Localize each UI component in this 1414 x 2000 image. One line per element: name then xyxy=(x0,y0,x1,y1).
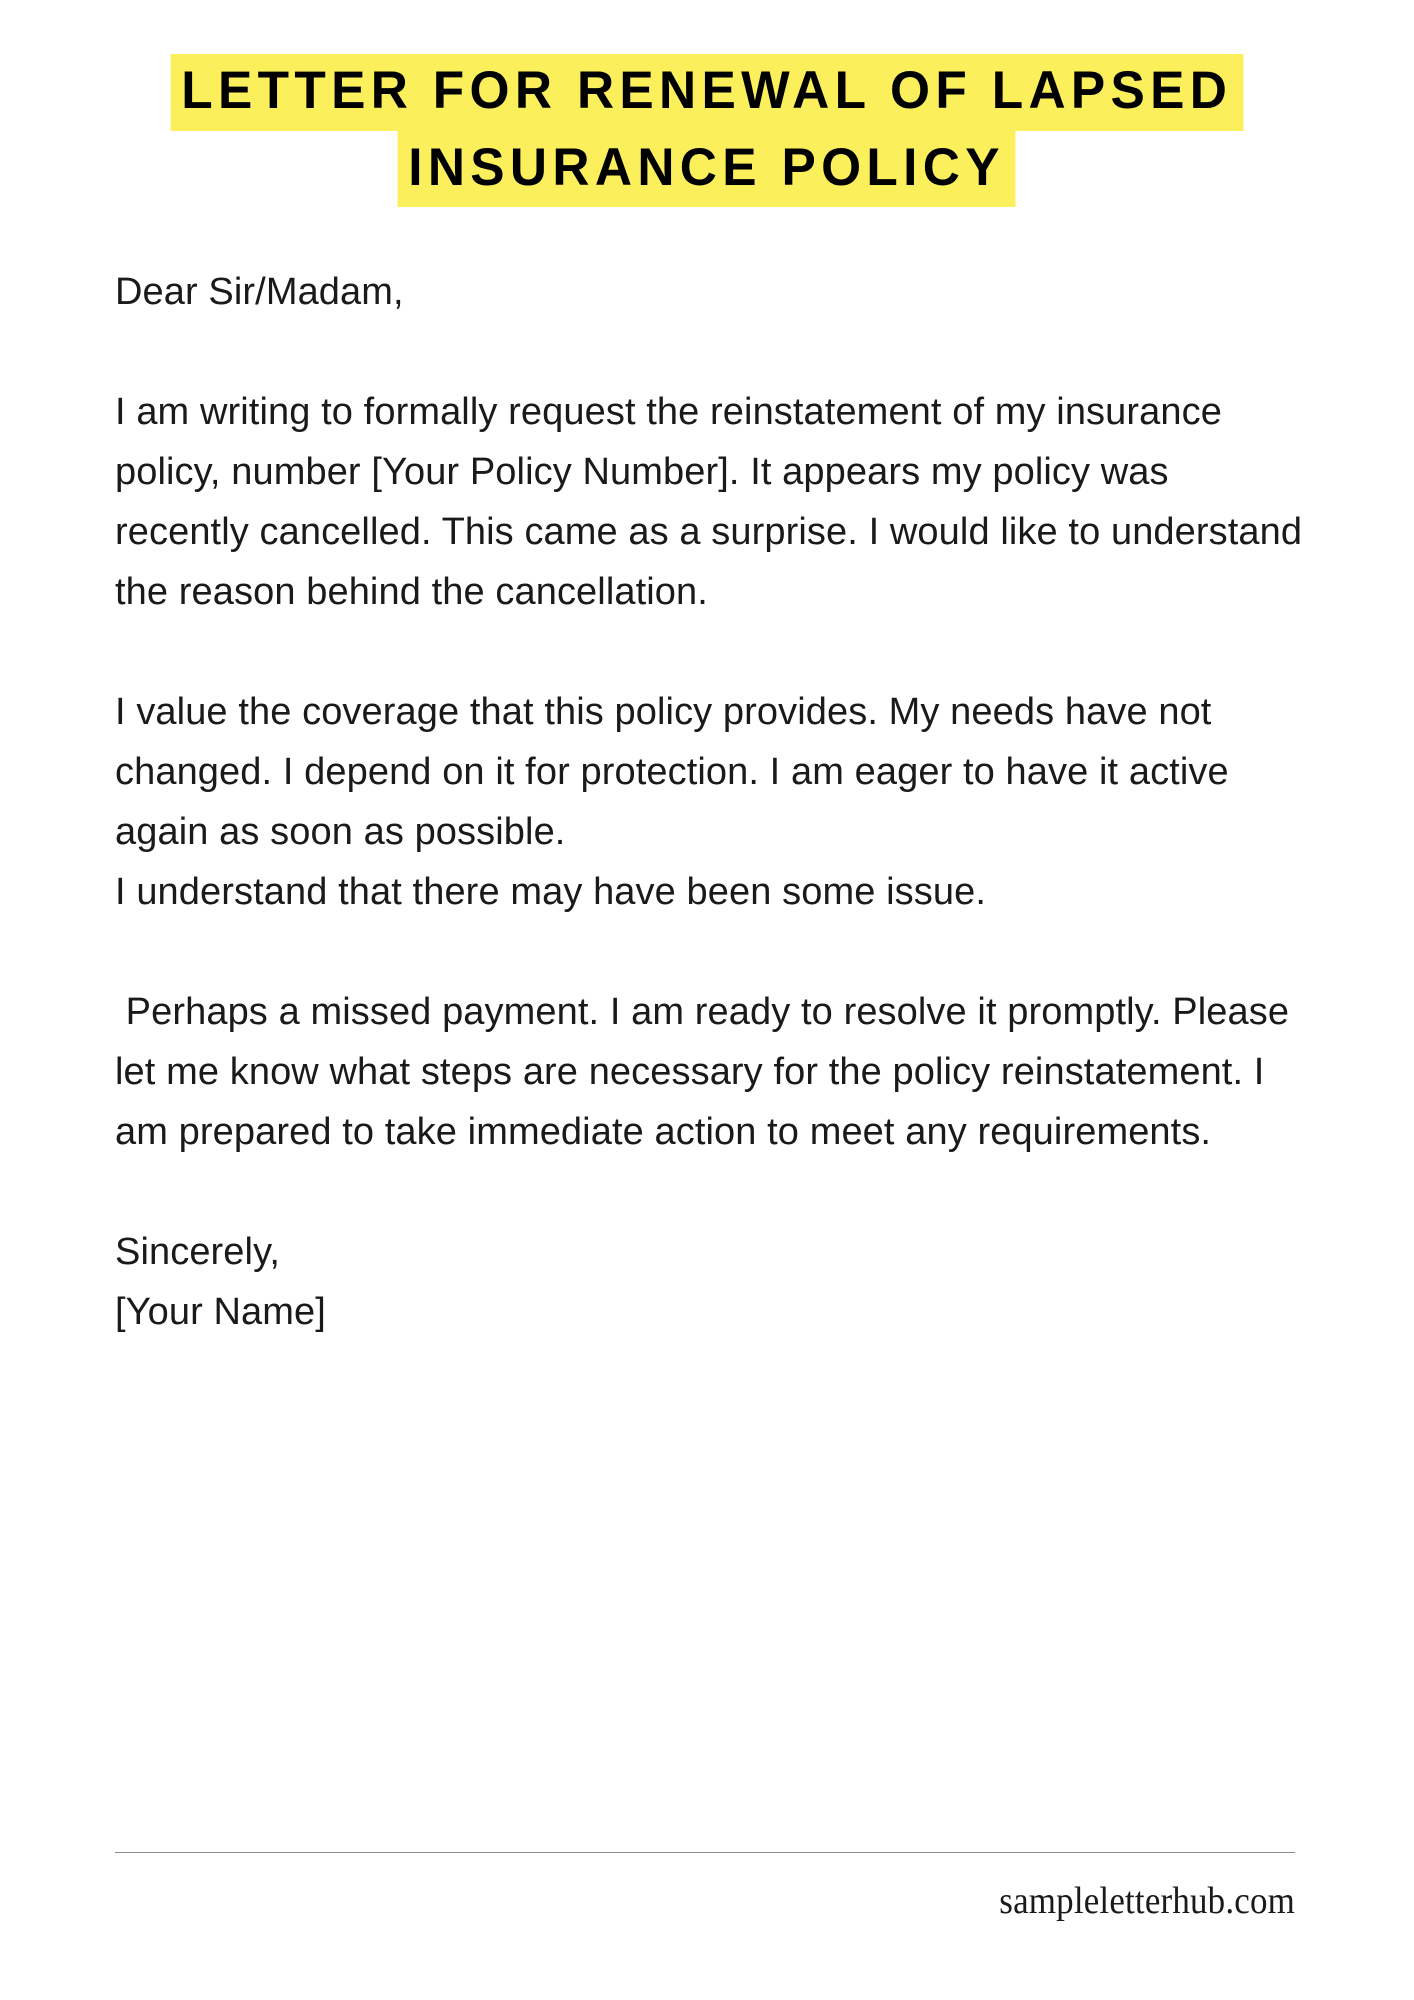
spacer xyxy=(115,322,1305,382)
body-paragraph-1: I am writing to formally request the reinstatement of my insurance policy, number [Your Policy Number]. It appears my policy was recently cancelled. This came as a surprise. I would like to understand the reason behind the cancellation. xyxy=(115,391,1313,613)
spacer xyxy=(115,622,1305,682)
title-row-2 xyxy=(0,131,1414,208)
page-title xyxy=(0,0,1414,207)
spacer xyxy=(115,922,1305,982)
title-line-1: LETTER FOR RENEWAL OF LAPSED xyxy=(171,54,1243,131)
body-paragraph-3: I understand that there may have been some issue. xyxy=(115,871,986,913)
body-paragraph-4: Perhaps a missed payment. I am ready to resolve it promptly. Please let me know what steps are necessary for the policy reinstatement. I am prepared to take immediate action to meet any requirements. xyxy=(115,991,1300,1153)
footer xyxy=(115,1852,1295,1923)
letter-body xyxy=(115,262,1313,1342)
body-paragraph-2: I value the coverage that this policy provides. My needs have not changed. I depend on it for protection. I am eager to have it active again as soon as possible. xyxy=(115,691,1240,853)
signature-name: [Your Name] xyxy=(115,1291,326,1333)
footer-divider xyxy=(115,1852,1295,1853)
title-row-1 xyxy=(0,54,1414,131)
salutation: Dear Sir/Madam, xyxy=(115,271,404,313)
closing: Sincerely, xyxy=(115,1231,281,1273)
spacer xyxy=(115,1162,1305,1222)
title-line-2: INSURANCE POLICY xyxy=(398,131,1016,208)
footer-website-url: sampleletterhub.com xyxy=(999,1880,1295,1922)
